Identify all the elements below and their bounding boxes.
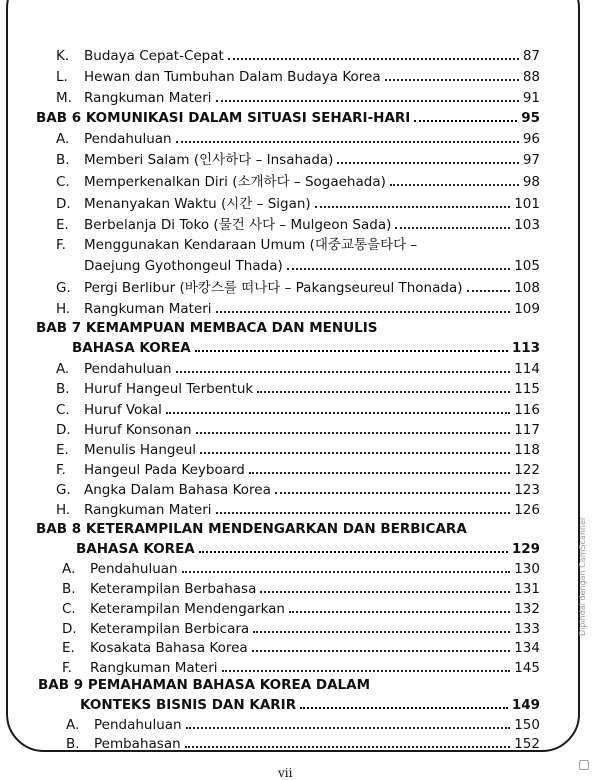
leader-dots <box>185 746 511 748</box>
entry-letter: M. <box>56 90 72 106</box>
entry-letter: G. <box>56 280 71 296</box>
entry-title: Berbelanja Di Toko (물건 사다 – Mulgeon Sada) <box>84 217 392 233</box>
entry-letter: H. <box>56 301 71 317</box>
leader-dots <box>216 311 511 313</box>
leader-dots <box>176 371 511 373</box>
entry-letter: B. <box>62 581 76 597</box>
entry-letter: A. <box>56 131 70 147</box>
entry-page: 132 <box>514 601 540 617</box>
chapter-page: 149 <box>511 697 540 713</box>
entry-title: Daejung Gyothongeul Thada) <box>84 258 283 274</box>
entry-letter: A. <box>66 717 80 733</box>
leader-dots <box>260 591 510 593</box>
toc-entry[interactable] <box>56 276 540 296</box>
chapter-heading[interactable] <box>80 693 540 713</box>
chapter-title: BAB 6 KOMUNIKASI DALAM SITUASI SEHARI-HARI <box>36 110 411 126</box>
chapter-heading[interactable] <box>72 336 540 356</box>
toc-entry[interactable] <box>56 127 540 147</box>
toc-entry[interactable] <box>56 297 540 317</box>
toc-entry[interactable] <box>56 170 540 190</box>
entry-page: 126 <box>514 502 540 518</box>
entry-letter: C. <box>56 174 70 190</box>
entry-letter: E. <box>56 442 69 458</box>
entry-title: Budaya Cepat-Cepat <box>84 48 224 64</box>
chapter-heading[interactable] <box>36 106 540 126</box>
entry-page: 98 <box>522 174 540 190</box>
leader-dots <box>287 268 510 270</box>
entry-title-line1: Menggunakan Kendaraan Umum (대중교통을타다 – <box>84 237 418 253</box>
leader-dots <box>257 391 510 393</box>
entry-page: 152 <box>514 736 540 752</box>
toc-entry[interactable] <box>62 557 540 577</box>
leader-dots <box>166 412 510 414</box>
toc-entry[interactable] <box>56 65 540 85</box>
entry-title: Rangkuman Materi <box>90 660 218 676</box>
entry-title: Pendahuluan <box>84 131 172 147</box>
toc-entry[interactable] <box>56 377 540 397</box>
leader-dots <box>200 452 510 454</box>
entry-title: Keterampilan Mendengarkan <box>90 601 285 617</box>
toc-entry[interactable] <box>66 713 540 733</box>
entry-letter: B. <box>56 381 70 397</box>
entry-letter: G. <box>56 482 71 498</box>
entry-page: 87 <box>522 48 540 64</box>
toc-entry[interactable] <box>56 148 540 168</box>
entry-title: Angka Dalam Bahasa Korea <box>84 482 271 498</box>
entry-letter: L. <box>56 69 68 85</box>
toc-entry[interactable] <box>84 254 540 274</box>
scanner-watermark: Dipindai dengan CamScanner <box>578 516 587 636</box>
entry-letter: D. <box>56 422 71 438</box>
toc-entry[interactable] <box>66 732 540 752</box>
leader-dots <box>249 472 510 474</box>
toc-entry[interactable] <box>56 458 540 478</box>
chapter-title: KONTEKS BISNIS DAN KARIR <box>80 697 297 713</box>
leader-dots <box>199 551 508 553</box>
toc-entry[interactable] <box>56 478 540 498</box>
leader-dots <box>216 100 519 102</box>
entry-page: 130 <box>514 561 540 577</box>
entry-page: 145 <box>514 660 540 676</box>
leader-dots <box>252 650 511 652</box>
entry-letter: E. <box>62 640 75 656</box>
entry-page: 116 <box>514 402 540 418</box>
entry-title: Pendahuluan <box>84 361 172 377</box>
entry-letter: C. <box>62 601 76 617</box>
leader-dots <box>395 227 510 229</box>
entry-title: Hewan dan Tumbuhan Dalam Budaya Korea <box>84 69 381 85</box>
entry-title: Pendahuluan <box>94 717 182 733</box>
toc-entry[interactable] <box>62 577 540 597</box>
chapter-heading[interactable] <box>76 537 540 557</box>
entry-letter: F. <box>56 462 66 478</box>
entry-title: Keterampilan Berbicara <box>90 621 250 637</box>
entry-title: Menanyakan Waktu (시간 – Sigan) <box>84 196 311 212</box>
entry-title: Rangkuman Materi <box>84 301 212 317</box>
leader-dots <box>315 206 511 208</box>
entry-letter: D. <box>56 196 71 212</box>
chapter-title: BAHASA KOREA <box>72 340 191 356</box>
page-number-footer: vii <box>278 766 293 780</box>
leader-dots <box>182 571 511 573</box>
leader-dots <box>196 432 511 434</box>
leader-dots <box>216 512 511 514</box>
toc-entry[interactable] <box>56 192 540 212</box>
toc-entry-line1[interactable] <box>56 237 417 253</box>
entry-page: 133 <box>514 621 540 637</box>
entry-page: 117 <box>514 422 540 438</box>
entry-page: 103 <box>514 217 540 233</box>
entry-page: 123 <box>514 482 540 498</box>
toc-entry[interactable] <box>56 438 540 458</box>
leader-dots <box>289 611 510 613</box>
toc-entry[interactable] <box>56 213 540 233</box>
entry-page: 109 <box>514 301 540 317</box>
chapter-title: BAHASA KOREA <box>76 541 195 557</box>
chapter-page: 113 <box>511 340 540 356</box>
entry-letter: F. <box>62 660 72 676</box>
leader-dots <box>275 492 510 494</box>
entry-title: Rangkuman Materi <box>84 502 212 518</box>
entry-page: 131 <box>514 581 540 597</box>
entry-page: 108 <box>514 280 540 296</box>
toc-entry[interactable] <box>56 86 540 106</box>
chapter-page: 129 <box>511 541 540 557</box>
leader-dots <box>195 350 508 352</box>
entry-page: 118 <box>514 442 540 458</box>
toc-entry[interactable] <box>56 498 540 518</box>
entry-page: 114 <box>514 361 540 377</box>
entry-letter: D. <box>62 621 77 637</box>
toc-entry[interactable] <box>62 636 540 656</box>
toc-entry[interactable] <box>56 418 540 438</box>
chapter-heading-line1[interactable]: BAB 7 KEMAMPUAN MEMBACA DAN MENULIS <box>36 320 378 336</box>
entry-title: Keterampilan Berbahasa <box>90 581 257 597</box>
leader-dots <box>467 290 511 292</box>
leader-dots <box>337 162 518 164</box>
toc-entry[interactable] <box>56 398 540 418</box>
entry-letter: H. <box>56 502 71 518</box>
chapter-heading-line1[interactable]: BAB 8 KETERAMPILAN MENDENGARKAN DAN BERBICARA <box>36 521 467 537</box>
entry-title: Huruf Vokal <box>84 402 162 418</box>
leader-dots <box>176 141 519 143</box>
entry-letter: C. <box>56 402 70 418</box>
entry-title: Memperkenalkan Diri (소개하다 – Sogaehada) <box>84 174 386 190</box>
camscanner-logo-icon <box>579 760 589 770</box>
leader-dots <box>414 120 517 122</box>
entry-page: 91 <box>522 90 540 106</box>
entry-letter: F. <box>56 237 66 253</box>
entry-title: Pembahasan <box>94 736 181 752</box>
entry-title: Rangkuman Materi <box>84 90 212 106</box>
entry-page: 101 <box>514 196 540 212</box>
entry-page: 134 <box>514 640 540 656</box>
toc-entry[interactable] <box>62 656 540 676</box>
leader-dots <box>222 670 511 672</box>
entry-letter: E. <box>56 217 69 233</box>
leader-dots <box>228 58 519 60</box>
leader-dots <box>390 184 519 186</box>
entry-letter: A. <box>56 361 70 377</box>
leader-dots <box>253 631 510 633</box>
entry-title: Hangeul Pada Keyboard <box>84 462 245 478</box>
entry-page: 150 <box>514 717 540 733</box>
entry-title: Kosakata Bahasa Korea <box>90 640 248 656</box>
leader-dots <box>186 727 511 729</box>
toc-entry[interactable] <box>62 617 540 637</box>
toc-entry[interactable] <box>56 357 540 377</box>
entry-letter: B. <box>66 736 80 752</box>
entry-page: 97 <box>522 152 540 168</box>
chapter-heading-line1[interactable]: BAB 9 PEMAHAMAN BAHASA KOREA DALAM <box>38 677 371 693</box>
chapter-page: 95 <box>521 110 540 126</box>
entry-page: 88 <box>522 69 540 85</box>
entry-page: 96 <box>522 131 540 147</box>
leader-dots <box>385 79 519 81</box>
entry-title: Huruf Hangeul Terbentuk <box>84 381 254 397</box>
entry-title: Huruf Konsonan <box>84 422 192 438</box>
toc-entry[interactable] <box>56 44 540 64</box>
leader-dots <box>300 707 508 709</box>
entry-letter: K. <box>56 48 70 64</box>
entry-title: Pendahuluan <box>90 561 178 577</box>
entry-letter: B. <box>56 152 70 168</box>
entry-title: Pergi Berlibur (바캉스를 떠나다 – Pakangseureul Thonada) <box>84 280 463 296</box>
entry-page: 115 <box>514 381 540 397</box>
entry-title: Menulis Hangeul <box>84 442 197 458</box>
entry-letter: A. <box>62 561 76 577</box>
entry-page: 122 <box>514 462 540 478</box>
toc-entry[interactable] <box>62 597 540 617</box>
entry-title: Memberi Salam (인사하다 – Insahada) <box>84 152 334 168</box>
entry-page: 105 <box>514 258 540 274</box>
